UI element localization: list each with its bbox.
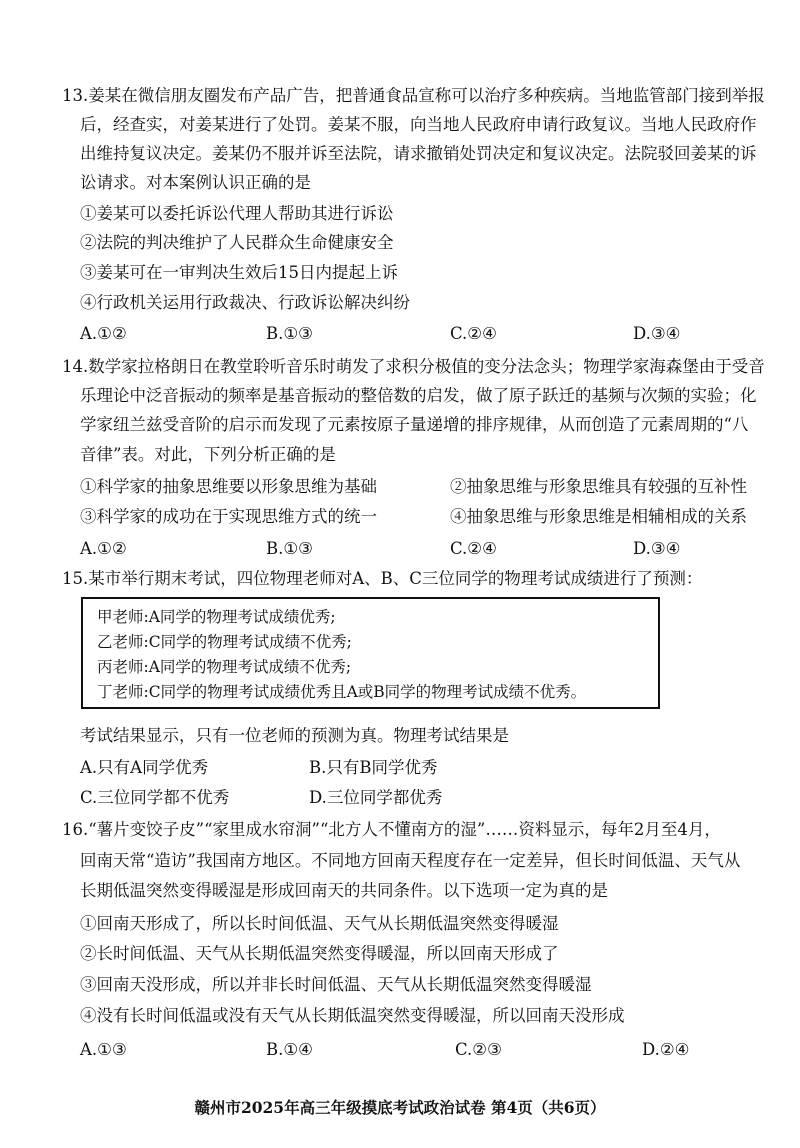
question-14-stem-line: 乐理论中泛音振动的频率是基音振动的整倍数的启发，做了原子跃迁的基频与次频的实验；化	[80, 386, 757, 405]
question-16-option-c: C.②③	[455, 1040, 502, 1059]
question-16-statement-1: ①回南天形成了，所以长时间低温、天气从长期低温突然变得暖湿	[80, 914, 559, 933]
question-13-stem-line: 讼请求。对本案例认识正确的是	[80, 173, 311, 192]
question-16-stem-line: 回南天常“造访”我国南方地区。不同地方回南天程度存在一定差异，但长时间低温、天气从	[80, 851, 741, 870]
question-16-statement-2: ②长时间低温、天气从长期低温突然变得暖湿，所以回南天形成了	[80, 944, 559, 963]
question-15-option-a: A.只有A同学优秀	[80, 758, 209, 777]
question-13-option-d: D.③④	[633, 324, 681, 343]
question-13-statement-1: ①姜某可以委托诉讼代理人帮助其进行诉讼	[80, 204, 394, 223]
question-13-stem-line: 后，经查实，对姜某进行了处罚。姜某不服，向当地人民政府申请行政复议。当地人民政府作	[80, 115, 757, 134]
question-13-stem-line: 出维持复议决定。姜某仍不服并诉至法院，请求撤销处罚决定和复议决定。法院驳回姜某的诉	[80, 144, 757, 163]
teacher-predictions-box	[81, 597, 660, 709]
question-13-option-a: A.①②	[80, 324, 127, 343]
question-13-option-c: C.②④	[450, 324, 497, 343]
question-14-stem-line: 音律”表。对此，下列分析正确的是	[80, 445, 336, 464]
question-13-stem-line: 13.姜某在微信朋友圈发布产品广告，把普通食品宣称可以治疗多种疾病。当地监管部门接到举报	[62, 86, 765, 105]
question-13-option-b: B.①③	[266, 324, 313, 343]
question-14-statement-3: ③科学家的成功在于实现思维方式的统一	[80, 507, 377, 526]
question-14-stem-line: 学家纽兰兹受音阶的启示而发现了元素按原子量递增的排序规律，从而创造了元素周期的“八	[80, 415, 749, 434]
question-13-statement-2: ②法院的判决维护了人民群众生命健康安全	[80, 233, 394, 252]
prediction-jia: 甲老师:A同学的物理考试成绩优秀;	[97, 608, 336, 626]
prediction-bing: 丙老师:A同学的物理考试成绩不优秀;	[97, 658, 352, 676]
question-15-option-d: D.三位同学都优秀	[309, 788, 443, 807]
question-16-stem-line: 16.“薯片变饺子皮”“家里成水帘洞”“北方人不懂南方的湿”……资料显示，每年2月至4月，	[62, 820, 721, 839]
question-14-statement-1: ①科学家的抽象思维要以形象思维为基础	[80, 477, 377, 496]
question-16-stem-line: 长期低温突然变得暖湿是形成回南天的共同条件。以下选项一定为真的是	[80, 881, 608, 900]
question-14-option-c: C.②④	[450, 539, 497, 558]
question-15-stem: 15.某市举行期末考试，四位物理老师对A、B、C三位同学的物理考试成绩进行了预测：	[62, 569, 703, 588]
question-16-option-d: D.②④	[642, 1040, 690, 1059]
question-14-option-a: A.①②	[80, 539, 127, 558]
prediction-ding: 丁老师:C同学的物理考试成绩优秀且A或B同学的物理考试成绩不优秀。	[97, 683, 587, 701]
question-15-option-c: C.三位同学都不优秀	[80, 788, 230, 807]
question-14-statement-2: ②抽象思维与形象思维具有较强的互补性	[450, 477, 747, 496]
question-14-stem-line: 14.数学家拉格朗日在教堂聆听音乐时萌发了求积分极值的变分法念头；物理学家海森堡由于受音	[62, 357, 765, 376]
question-15-option-b: B.只有B同学优秀	[309, 758, 438, 777]
page-footer: 赣州市2025年高三年级摸底考试政治试卷 第4页（共6页）	[194, 1098, 606, 1117]
question-16-statement-3: ③回南天没形成，所以并非长时间低温、天气从长期低温突然变得暖湿	[80, 975, 592, 994]
question-16-option-b: B.①④	[266, 1040, 313, 1059]
prediction-yi: 乙老师:C同学的物理考试成绩不优秀;	[97, 633, 352, 651]
question-14-statement-4: ④抽象思维与形象思维是相辅相成的关系	[450, 507, 747, 526]
question-13-statement-4: ④行政机关运用行政裁决、行政诉讼解决纠纷	[80, 293, 410, 312]
question-15-result-text: 考试结果显示，只有一位老师的预测为真。物理考试结果是	[80, 726, 509, 745]
question-16-statement-4: ④没有长时间低温或没有天气从长期低温突然变得暖湿，所以回南天没形成	[80, 1006, 625, 1025]
question-13-statement-3: ③姜某可在一审判决生效后15日内提起上诉	[80, 263, 398, 282]
question-16-option-a: A.①③	[80, 1040, 127, 1059]
question-14-option-d: D.③④	[633, 539, 681, 558]
question-14-option-b: B.①③	[266, 539, 313, 558]
